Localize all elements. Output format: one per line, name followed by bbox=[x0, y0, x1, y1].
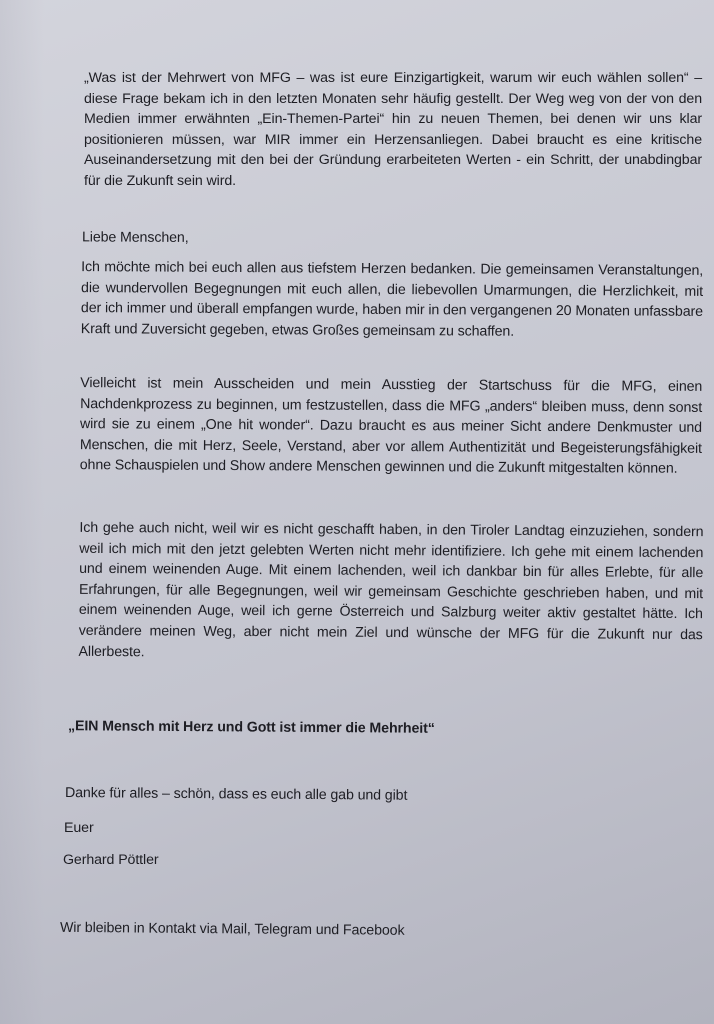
body-paragraph-thanks: Ich möchte mich bei euch allen aus tiefstem Herzen bedanken. Die gemeinsamen Veranstaltungen, die wundervollen Begegnungen mit euch allen, die liebevollen Umarmungen, die Herzlichkeit, mit der ich immer und überall empfangen wurde, haben mir in den vergangenen 20 Monaten unfassbare Kraft und Zuversicht gegeben, etwas Großes gemeinsam zu schaffen. bbox=[80, 259, 704, 340]
thanks-line: Danke für alles – schön, dass es euch alle gab und gibt bbox=[64, 785, 408, 804]
body-paragraph-departure: Vielleicht ist mein Ausscheiden und mein Ausstieg der Startschuss für die MFG, einen Nachdenkprozess zu beginnen, um festzustellen, dass die MFG „anders“ bleiben muss, denn sonst wird sie zu einem „One hit wonder“. Dazu braucht es aus meiner Sicht andere Denkmuster und Menschen, die mit Herz, Seele, Verstand, aber vor allem Authentizität und Begeisterungsfähigkeit ohne Schauspielen und Show andere Menschen gewinnen und die Zukunft mitgestalten können. bbox=[79, 375, 703, 478]
intro-paragraph: „Was ist der Mehrwert von MFG – was ist eure Einzigartigkeit, warum wir euch wählen sollen“ – diese Frage bekam ich in den letzten Monaten sehr häufig gestellt. Der Weg weg von der von den Medien immer erwähnten „Ein-Themen-Partei“ hin zu neuen Themen, bei denen wir uns klar positionieren müssen, war MIR immer ein Herzensanliegen. Dabei braucht es eine kritische Auseinandersetzung mit den bei der Gründung erarbeiteten Werten - ein Schritt, der unabdingbar für die Zukunft sein wird. bbox=[84, 70, 702, 189]
signature-name: Gerhard Pöttler bbox=[63, 852, 159, 868]
motto-quote: „EIN Mensch mit Herz und Gott ist immer die Mehrheit“ bbox=[67, 718, 435, 737]
paper-shadow bbox=[0, 0, 44, 1024]
closing-salutation: Euer bbox=[64, 820, 94, 836]
greeting: Liebe Menschen, bbox=[81, 229, 189, 246]
contact-line: Wir bleiben in Kontakt via Mail, Telegram und Facebook bbox=[59, 919, 405, 939]
body-paragraph-reason: Ich gehe auch nicht, weil wir es nicht geschafft haben, in den Tiroler Landtag einzuziehen, sondern weil ich mich mit den jetzt gelebten Werten nicht mehr identifiziere. Ich gehe mit einem lachenden und einem weinenden Auge. Mit einem lachenden, weil ich dankbar bin für alles Erlebte, für alle Erfahrungen, für alle Begegnungen, weil wir gemeinsam Geschichte geschrieben haben, und mit einem weinenden Auge, weil ich gerne Österreich und Salzburg weiter aktiv gestaltet hätte. Ich verändere meinen Weg, aber nicht mein Ziel und wünsche der MFG für die Zukunft nur das Allerbeste. bbox=[78, 519, 704, 660]
